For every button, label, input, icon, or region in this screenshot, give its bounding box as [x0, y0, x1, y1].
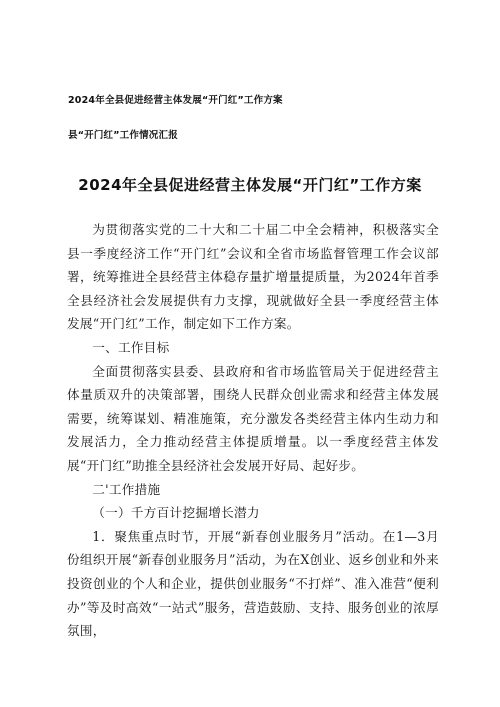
document-title: 2024年全县促进经营主体发展“开门红”工作方案 [78, 176, 422, 194]
measure-item-1: 1．聚焦重点时节，开展“新春创业服务月”活动。在1—3月份组织开展“新春创业服务月”活动，为在X创业、返乡创业和外来投资创业的个人和企业，提供创业服务“不打烊”、准入准营“便利办”等及时高效“一站式”服务，营造鼓励、支持、服务创业的浓厚氛围， [67, 528, 439, 639]
section-heading-goals: 一、工作目标 [92, 339, 170, 355]
toc-item-report[interactable]: 县“开门红”工作情况汇报 [68, 130, 178, 141]
toc-item-plan[interactable]: 2024年全县促进经营主体发展“开门红”工作方案 [68, 95, 283, 106]
goals-paragraph: 全面贯彻落实县委、县政府和省市场监管局关于促进经营主体量质双升的决策部署，围绕人民群众创业需求和经营主体发展需要，统筹谋划、精准施策，充分激发各类经营主体内生动力和发展活力，全力推动经营主体提质增量。以一季度经营主体发展“开门红”助推全县经济社会发展开好局、起好步。 [67, 363, 439, 473]
document-body [67, 218, 439, 643]
section-heading-measures: 二'工作措施 [92, 481, 161, 497]
subsection-heading-growth: （一）千方百计挖掘增长潜力 [92, 505, 260, 521]
intro-paragraph: 为贯彻落实党的二十大和二十届二中全会精神，积极落实全县一季度经济工作“开门红”会议和全省市场监督管理工作会议部署，统筹推进全县经营主体稳存量扩增量提质量，为2024年首季全县经济社会发展提供有力支撑，现就做好全县一季度经营主体发展“开门红”工作，制定如下工作方案。 [67, 222, 439, 332]
